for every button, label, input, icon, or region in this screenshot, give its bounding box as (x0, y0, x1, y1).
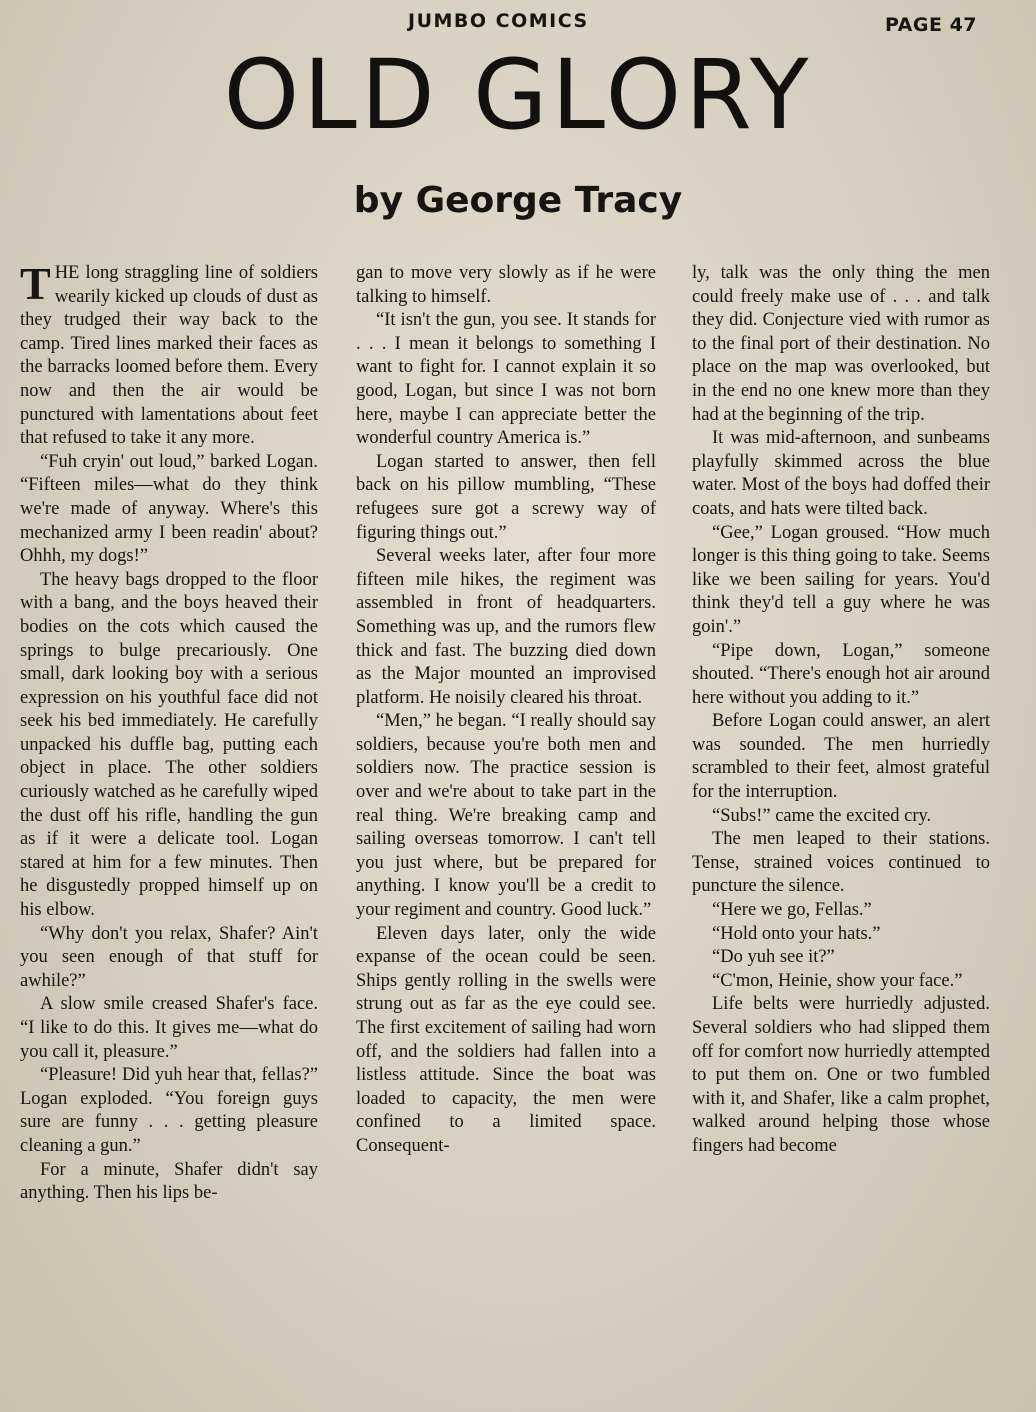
paragraph: gan to move very slowly as if he were talking to himself. (356, 263, 656, 307)
paragraph: Life belts were hurriedly adjusted. Several soldiers who had slipped them off for comfort now hurriedly attempted to put them on. One or two fumbled with it, and Shafer, like a calm prophet, walked around helping those whose fingers had become (692, 994, 990, 1156)
paragraph: “Hold onto your hats.” (712, 923, 881, 944)
paragraph: “C'mon, Heinie, show your face.” (712, 970, 963, 991)
paragraph: For a minute, Shafer didn't say anything. Then his lips be- (20, 1159, 318, 1204)
paragraph: ly, talk was the only thing the men could freely make use of . . . and talk they did. Conjecture vied with rumor as to the final port of their destination. No place on the map was overlooked, but in the end no one knew more than they had at the beginning of the trip. (692, 263, 990, 425)
paragraph: “Do yuh see it?” (712, 947, 835, 968)
paragraph: Before Logan could answer, an alert was sounded. The men hurriedly scrambled to their feet, almost grateful for the interruption. (692, 711, 990, 803)
paragraph: Eleven days later, only the wide expanse of the ocean could be seen. Ships gently rolling in the swells were strung out as far as the eye could see. The first excitement of sailing had worn off, and the soldiers had fallen into a listless attitude. Since the boat was loaded to capacity, the men were confined to a limited space. Consequent- (356, 923, 656, 1156)
column-3 (692, 262, 990, 1159)
story-title: OLD GLORY (223, 39, 813, 151)
paragraph: Several weeks later, after four more fifteen mile hikes, the regiment was assembled in front of headquarters. Something was up, and the rumors flew thick and fast. The buzzing died down as the Major mounted an improvised platform. He noisily cleared his throat. (356, 546, 656, 708)
paragraph: “Gee,” Logan groused. “How much longer is this thing going to take. Seems like we been sailing for years. You'd think they'd tell a guy where he was goin'.” (692, 522, 990, 637)
paragraph: “Pipe down, Logan,” someone shouted. “There's enough hot air around here without you adding to it.” (692, 640, 990, 708)
paragraph: “Why don't you relax, Shafer? Ain't you seen enough of that stuff for awhile?” (20, 923, 318, 991)
paragraph: “Men,” he began. “I really should say soldiers, because you're both men and soldiers now. The practice session is over and we're about to take part in the real thing. We're breaking camp and sailing overseas tomorrow. I can't tell you just where, but be prepared for anything. I know you'll be a credit to your regiment and country. Good luck.” (356, 711, 656, 921)
story-byline: by George Tracy (353, 180, 683, 221)
paragraph: “Subs!” came the excited cry. (712, 805, 932, 826)
paragraph (20, 258, 318, 451)
drop-cap: T (20, 258, 51, 309)
paragraph: A slow smile creased Shafer's face. “I like to do this. It gives me—what do you call it, pleasure.” (20, 994, 318, 1062)
page-number: PAGE 47 (885, 14, 978, 36)
paragraph: “It isn't the gun, you see. It stands for . . . I mean it belongs to something I want to fight for. I cannot explain it so good, Logan, but since I was not born here, maybe I can appreciate better the wonderful country America is.” (356, 310, 656, 449)
column-1 (20, 258, 318, 1206)
paragraph: Logan started to answer, then fell back on his pillow mumbling, “These refugees sure got a screwy way of figuring things out.” (356, 451, 656, 543)
paragraph: “Pleasure! Did yuh hear that, fellas?” Logan exploded. “You foreign guys sure are funny . . . getting pleasure cleaning a gun.” (20, 1065, 318, 1156)
column-2 (356, 262, 656, 1159)
paragraph-text: HE long straggling line of soldiers wearily kicked up clouds of dust as they trudged their way back to the camp. Tired lines marked their faces as the barracks loomed before them. Every now and then the air would be punctured with lamentations about feet that refused to take it any more. (20, 263, 318, 449)
paragraph: It was mid-afternoon, and sunbeams playfully skimmed across the blue water. Most of the boys had doffed their coats, and hats were tilted back. (692, 428, 990, 519)
paragraph: The heavy bags dropped to the floor with a bang, and the boys heaved their bodies on the cots which caused the springs to bulge precariously. One small, dark looking boy with a serious expression on his youthful face did not seek his bed immediately. He carefully unpacked his duffle bag, putting each object in place. The other soldiers curiously watched as he carefully wiped the dust off his rifle, handling the gun as if it were a delicate tool. Logan stared at him for a few minutes. Then he disgustedly propped himself up on his elbow. (20, 569, 318, 921)
paragraph: “Fuh cryin' out loud,” barked Logan. “Fifteen miles—what do they think we're made of anyway. Where's this mechanized army I been readin' about? Ohhh, my dogs!” (20, 451, 318, 567)
paragraph: The men leaped to their stations. Tense, strained voices continued to puncture the silence. (692, 829, 990, 897)
magazine-name: JUMBO COMICS (408, 10, 589, 32)
paragraph: “Here we go, Fellas.” (712, 900, 872, 921)
